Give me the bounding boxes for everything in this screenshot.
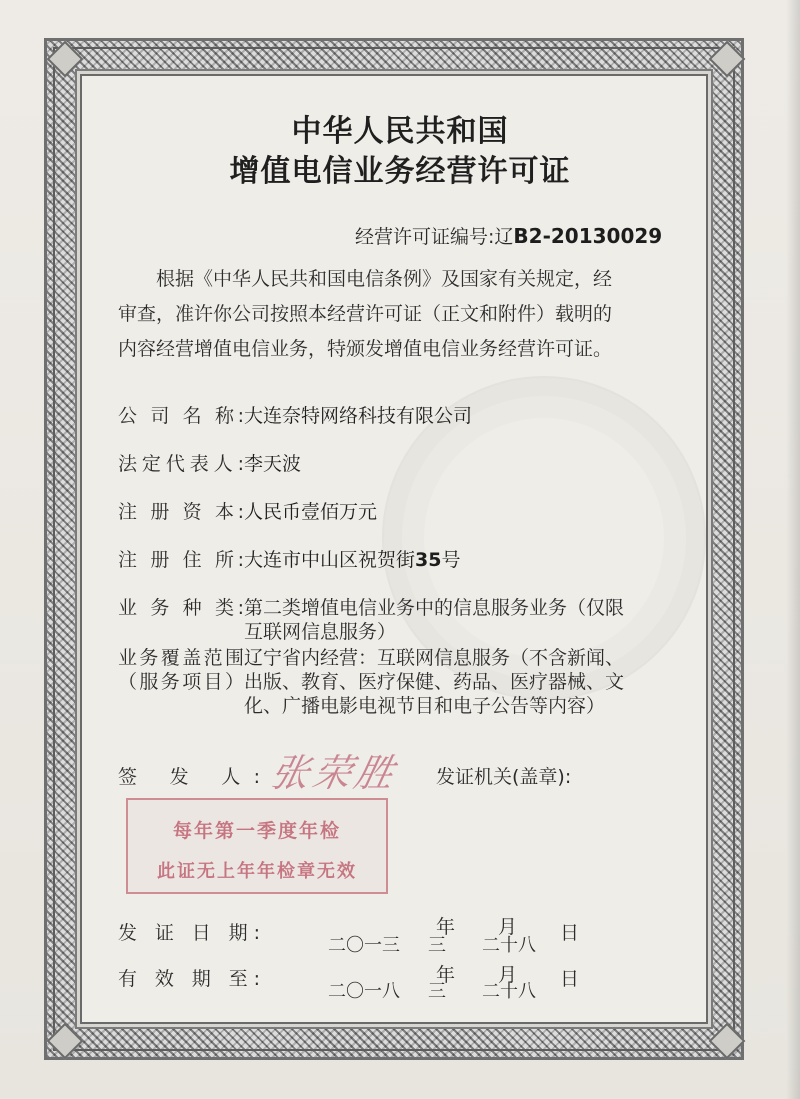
permit-number-code: B2-20130029 [513, 224, 663, 248]
preamble-line: 审查，准许你公司按照本经营许可证（正文和附件）载明的 [118, 303, 613, 325]
preamble-paragraph [118, 262, 678, 367]
valid-day: 二十八 [482, 981, 536, 1002]
issuing-authority-label: 发证机关(盖章): [436, 766, 572, 788]
registered-capital-label: 注 册 资 本: [118, 501, 244, 523]
address-street: 大连市中山区祝贺街 [244, 549, 416, 571]
business-type-line: 第二类增值电信业务中的信息服务业务（仅限 [244, 597, 625, 619]
registered-address-field [118, 548, 460, 572]
registered-address-value [244, 549, 460, 571]
coverage-label [118, 646, 244, 694]
coverage-value [244, 646, 694, 718]
permit-number-prefix: 辽 [494, 226, 514, 248]
stamp-line: 每年第一季度年检 [172, 820, 341, 842]
coverage-label-line: 业务覆盖范围 [118, 647, 244, 669]
business-type-label [118, 596, 244, 620]
stamp-line: 此证无上年年检章无效 [157, 861, 357, 882]
year-unit: 年 [436, 964, 456, 986]
month-unit: 月 [498, 916, 518, 938]
year-unit: 年 [436, 916, 456, 938]
permit-number-label: 经营许可证编号: [355, 226, 495, 248]
title-country: 中华人民共和国 [291, 114, 509, 149]
company-name-label: 公 司 名 称: [118, 405, 244, 427]
preamble-line: 根据《中华人民共和国电信条例》及国家有关规定，经 [156, 268, 613, 290]
valid-year: 二〇一八 [328, 981, 400, 1002]
registered-address-label: 注 册 住 所: [118, 549, 244, 571]
valid-month: 三 [428, 981, 446, 1002]
registered-capital-field [118, 500, 377, 524]
company-name-value: 大连奈特网络科技有限公司 [244, 405, 473, 427]
coverage-line: 辽宁省内经营：互联网信息服务（不含新闻、 [244, 647, 625, 669]
business-type-line: 互联网信息服务） [244, 621, 397, 643]
title-license: 增值电信业务经营许可证 [229, 154, 571, 189]
coverage-line: 化、广播电影电视节目和电子公告等内容） [244, 695, 606, 717]
registered-capital-value: 人民币壹佰万元 [244, 501, 378, 523]
issue-year: 二〇一三 [328, 935, 400, 956]
address-number: 35 [415, 549, 442, 571]
signer-signature: 张荣胜 [266, 751, 402, 795]
annual-inspection-stamp [126, 798, 388, 894]
company-name-field [118, 404, 472, 428]
issue-day: 二十八 [482, 935, 536, 956]
legal-rep-field [118, 452, 301, 476]
day-unit: 日 [560, 968, 580, 990]
coverage-label-line: （服务项目） [118, 671, 244, 693]
address-suffix: 号 [441, 549, 461, 571]
issue-month: 三 [428, 935, 446, 956]
month-unit: 月 [498, 964, 518, 986]
signer-label: 签 发 人: [118, 766, 260, 788]
business-type-label-text: 业 务 种 类: [118, 597, 244, 619]
permit-number [355, 222, 662, 249]
coverage-line: 出版、教育、医疗保健、药品、医疗器械、文 [244, 671, 625, 693]
legal-rep-value: 李天波 [244, 453, 302, 475]
preamble-line: 内容经营增值电信业务，特颁发增值电信业务经营许可证。 [118, 338, 613, 360]
valid-until-label: 有 效 期 至: [118, 968, 260, 990]
business-type-value [244, 596, 694, 644]
legal-rep-label: 法定代表人: [118, 453, 244, 475]
day-unit: 日 [560, 922, 580, 944]
issue-date-label: 发 证 日 期: [118, 922, 260, 944]
